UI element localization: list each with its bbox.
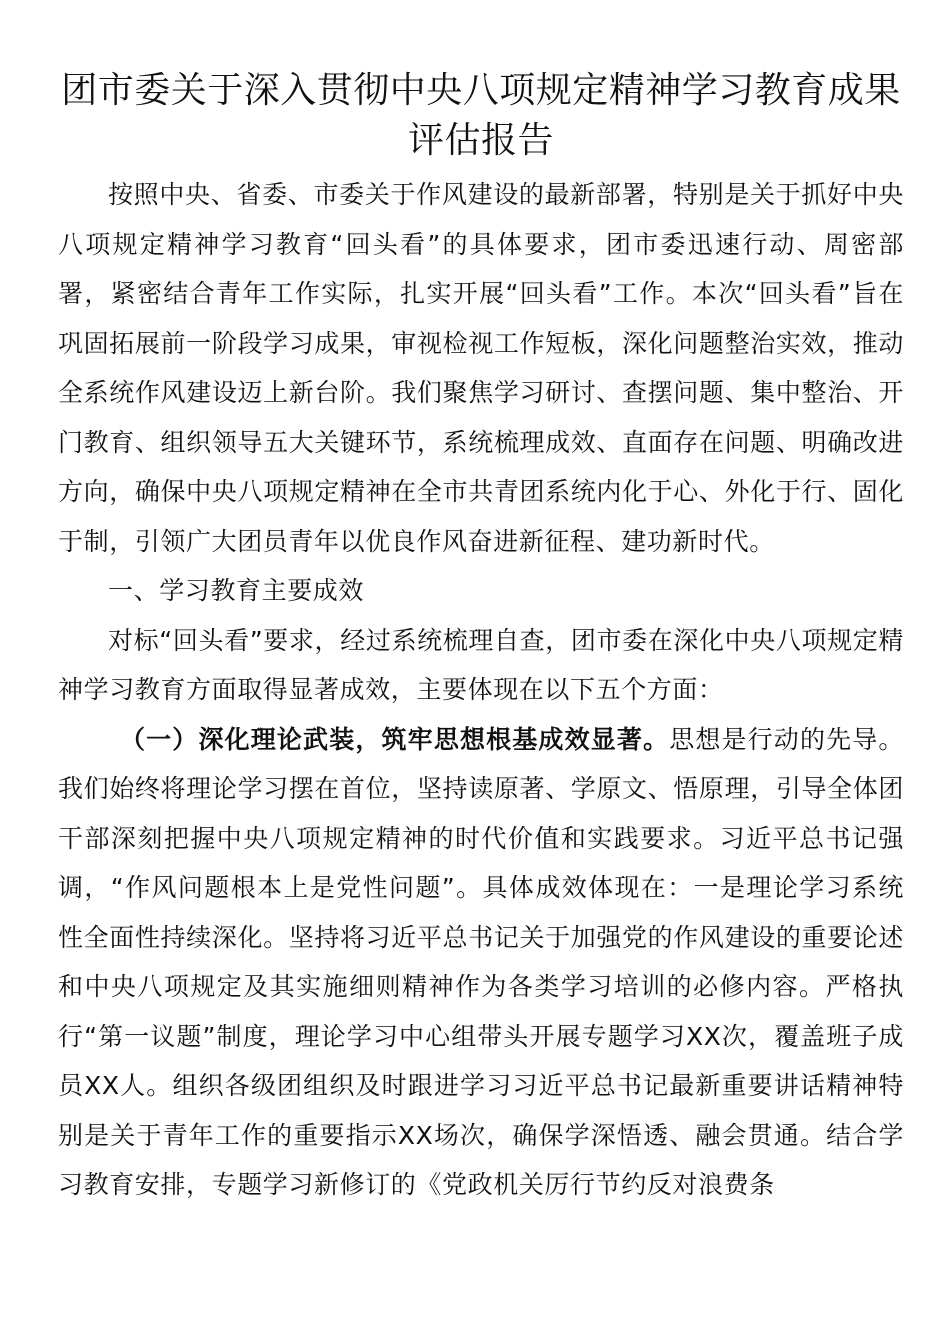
intro-paragraph: 按照中央、省委、市委关于作风建设的最新部署，特别是关于抓好中央八项规定精神学习教育“回头看”的具体要求，团市委迅速行动、周密部署，紧密结合青年工作实际，扎实开展“回头看”工作。本次“回头看”旨在巩固拓展前一阶段学习成果，审视检视工作短板，深化问题整治实效，推动全系统作风建设迈上新台阶。我们聚焦学习研讨、查摆问题、集中整治、开门教育、组织领导五大关键环节，系统梳理成效、直面存在问题、明确改进方向，确保中央八项规定精神在全市共青团系统内化于心、外化于行、固化于制，引领广大团员青年以优良作风奋进新征程、建功新时代。 — [58, 180, 904, 556]
section-heading-1: 一、学习教育主要成效 — [108, 576, 365, 605]
section-1-intro-paragraph: 对标“回头看”要求，经过系统梳理自查，团市委在深化中央八项规定精神学习教育方面取得显著成效，主要体现在以下五个方面： — [58, 625, 904, 704]
document-page — [58, 66, 904, 1210]
subsection-1-heading: （一）深化理论武装，筑牢思想根基成效显著。 — [120, 724, 670, 754]
subsection-1-body: 思想是行动的先导。我们始终将理论学习摆在首位，坚持读原著、学原文、悟原理，引导全体团干部深刻把握中央八项规定精神的时代价值和实践要求。习近平总书记强调，“作风问题根本上是党性问题”。具体成效体现在：一是理论学习系统性全面性持续深化。坚持将习近平总书记关于加强党的作风建设的重要论述和中央八项规定及其实施细则精神作为各类学习培训的必修内容。严格执行“第一议题”制度，理论学习中心组带头开展专题学习XX次，覆盖班子成员XX人。组织各级团组织及时跟进学习习近平总书记最新重要讲话精神特别是关于青年工作的重要指示XX场次，确保学深悟透、融会贯通。结合学习教育安排，专题学习新修订的《党政机关厉行节约反对浪费条 — [58, 724, 904, 1199]
document-title: 团市委关于深入贯彻中央八项规定精神学习教育成果评估报告 — [61, 70, 901, 161]
subsection-1-paragraph — [58, 715, 904, 1210]
